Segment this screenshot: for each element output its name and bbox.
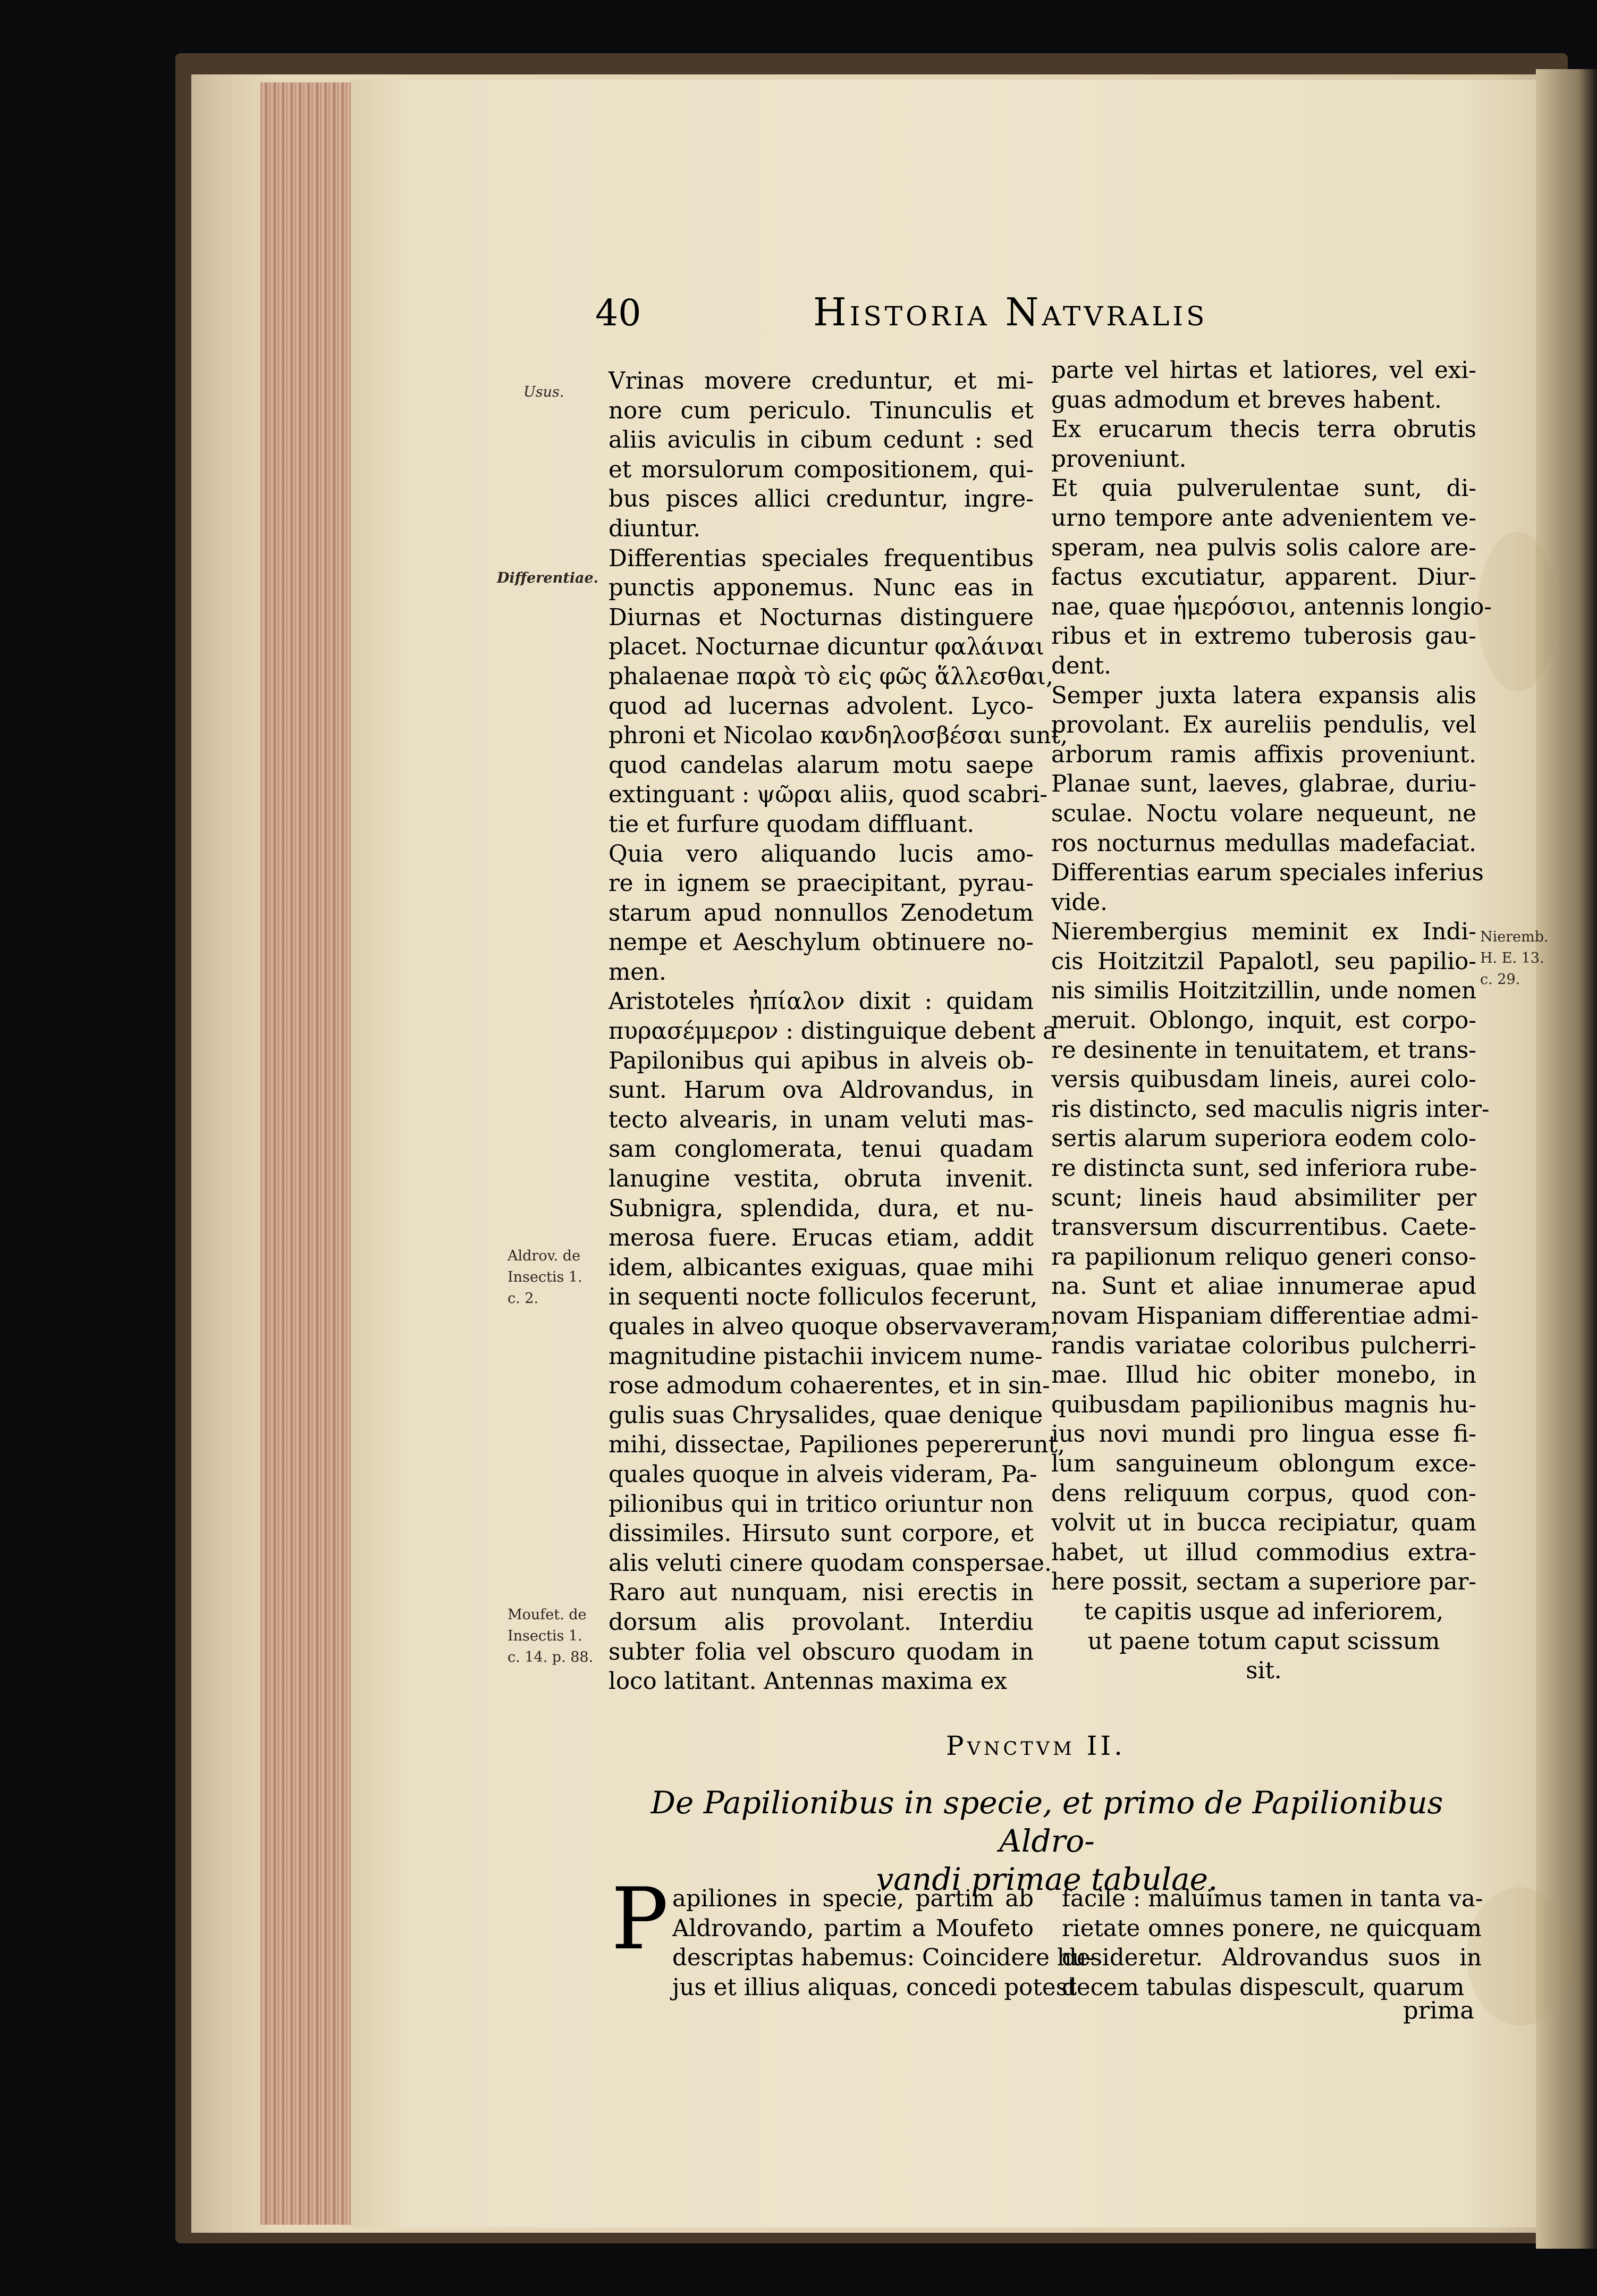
text-line: habet, ut illud commodius extra- (1051, 1539, 1476, 1566)
text-line: mae. Illud hic obiter monebo, in (1051, 1362, 1476, 1389)
text-line: Planae sunt, laeves, glabrae, duriu- (1051, 771, 1476, 798)
text-line: Differentias earum speciales inferius (1051, 860, 1484, 887)
text-line: nore cum periculo. Tinunculis et (609, 397, 1034, 424)
text-line: Diurnas et Nocturnas distinguere (609, 604, 1034, 631)
catchword: prima (1403, 1996, 1475, 2024)
text-line: punctis apponemus. Nunc eas in (609, 575, 1034, 602)
text-line: Ex erucarum thecis terra obrutis (1051, 416, 1476, 443)
text-line: desideretur. Aldrovandus suos in (1062, 1945, 1482, 1972)
bottom-left-text (672, 1885, 1095, 2003)
text-line: guas admodum et breves habent. (1051, 386, 1442, 414)
text-line: sertis alarum superiora eodem colo- (1051, 1125, 1476, 1153)
text-line: in sequenti nocte folliculos fecerunt, (609, 1284, 1038, 1311)
text-line: gulis suas Chrysalides, quae denique (609, 1402, 1043, 1429)
text-line: diuntur. (609, 515, 701, 542)
text-line: urno tempore ante advenientem ve- (1051, 504, 1476, 532)
text-line: novam Hispaniam differentiae admi- (1051, 1303, 1479, 1330)
text-line: Differentias speciales frequentibus (609, 545, 1034, 572)
text-line: Aldrovando, partim a Moufeto (672, 1915, 1034, 1942)
text-line: quales in alveo quoque observaveram, (609, 1314, 1059, 1340)
right-text-column (1051, 356, 1492, 1686)
text-line: tecto alvearis, in unam veluti mas- (609, 1106, 1034, 1133)
text-line: sculae. Noctu volare nequeunt, ne (1051, 800, 1476, 827)
text-line: provolant. Ex aureliis pendulis, vel (1051, 712, 1476, 739)
text-line: re in ignem se praecipitant, pyrau- (609, 870, 1034, 897)
text-line: re distincta sunt, sed inferiora rube- (1051, 1155, 1477, 1182)
text-line: nae, quae ἡμερόσιοι, antennis longio- (1051, 593, 1492, 620)
text-line: te capitis usque ad inferiorem, (1084, 1598, 1444, 1625)
text-line: quod candelas alarum motu saepe (609, 752, 1034, 779)
text-line: Papilonibus qui apibus in alveis ob- (609, 1047, 1034, 1074)
text-line: scunt; lineis haud absimiliter per (1051, 1184, 1476, 1212)
margin-note-aldrov: c. 2. (508, 1290, 539, 1307)
text-line: placet. Nocturnae dicuntur φαλάιναι (609, 634, 1045, 661)
text-line: volvit ut in bucca recipiatur, quam (1051, 1510, 1476, 1537)
text-line: nis similis Hoitzitzillin, unde nomen (1051, 978, 1476, 1005)
margin-note-moufet: c. 14. p. 88. (508, 1649, 594, 1666)
text-line: Raro aut nunquam, nisi erectis in (609, 1579, 1034, 1607)
text-line: here possit, sectam a superiore par- (1051, 1569, 1476, 1596)
text-line: mihi, dissectae, Papiliones pepererunt, (609, 1432, 1065, 1459)
text-line: rietate omnes ponere, ne quicquam (1062, 1915, 1482, 1942)
text-line: ius novi mundi pro lingua esse fi- (1051, 1421, 1476, 1448)
text-line: decem tabulas dispescult, quarum (1062, 1974, 1465, 2001)
text-line: meruit. Oblongo, inquit, est corpo- (1051, 1007, 1476, 1035)
text-line: factus excutiatur, apparent. Diur- (1051, 564, 1476, 591)
text-line: na. Sunt et aliae innumerae apud (1051, 1273, 1476, 1300)
bottom-right-text (1062, 1885, 1482, 2003)
text-line: Subnigra, splendida, dura, et nu- (609, 1195, 1034, 1222)
text-line: apiliones in specie, partim ab (672, 1886, 1034, 1912)
text-line: merosa fuere. Erucas etiam, addit (609, 1225, 1034, 1252)
text-line: sunt. Harum ova Aldrovandus, in (609, 1077, 1034, 1104)
text-line: ris distincto, sed maculis nigris inter- (1051, 1096, 1490, 1123)
text-line: sit. (1246, 1658, 1282, 1685)
text-line: dorsum alis provolant. Interdiu (609, 1609, 1034, 1636)
text-line: et morsulorum compositionem, qui- (609, 456, 1034, 483)
text-line: cis Hoitzitzil Papalotl, seu papilio- (1051, 948, 1476, 975)
text-line: loco latitant. Antennas maxima ex (609, 1668, 1007, 1695)
text-line: jus et illius aliquas, concedi potest (672, 1974, 1077, 2001)
text-line: arborum ramis affixis proveniunt. (1051, 741, 1476, 768)
drop-cap: P (611, 1869, 669, 1969)
margin-note-aldrov: Insectis 1. (508, 1269, 582, 1285)
text-line: Semper juxta latera expansis alis (1051, 682, 1476, 709)
text-line: phalaenae παρὰ τὸ εἰς φῶς ἅλλεσθαι, (609, 663, 1053, 690)
margin-note-nieremb: c. 29. (1480, 971, 1520, 988)
text-line: speram, nea pulvis solis calore are- (1051, 534, 1476, 561)
text-line: descriptas habemus: Coincidere hu- (672, 1945, 1095, 1972)
text-line: pilionibus qui in tritico oriuntur non (609, 1491, 1034, 1518)
text-line: sam conglomerata, tenui quadam (609, 1136, 1034, 1163)
text-line: parte vel hirtas et latiores, vel exi- (1051, 357, 1476, 384)
left-text-column (609, 367, 1068, 1697)
text-line: magnitudine pistachii invicem nume- (609, 1343, 1043, 1370)
text-line: ut paene totum caput scissum (1087, 1628, 1440, 1655)
page-number: 40 (595, 292, 641, 334)
running-title: Historia Natvralis (813, 290, 1208, 334)
text-line: tie et furfure quodam diffluant. (609, 811, 975, 838)
subheading-line: De Papilionibus in specie, et primo de Papilionibus Aldro- (650, 1785, 1443, 1859)
page-edges-stack (260, 82, 351, 2225)
text-line: dent. (1051, 652, 1111, 679)
margin-note-aldrov: Aldrov. de (508, 1248, 581, 1264)
text-line: aliis aviculis in cibum cedunt : sed (609, 427, 1034, 454)
text-line: dissimiles. Hirsuto sunt corpore, et (609, 1520, 1034, 1548)
text-line: Vrinas movere creduntur, et mi- (609, 368, 1034, 394)
text-line: facile : maluimus tamen in tanta va- (1062, 1886, 1483, 1912)
text-line: quibusdam papilionibus magnis hu- (1051, 1391, 1476, 1418)
text-line: lum sanguineum oblongum exce- (1051, 1450, 1476, 1477)
page-header (595, 287, 1302, 346)
text-line: ribus et in extremo tuberosis gau- (1051, 623, 1476, 650)
text-line: proveniunt. (1051, 445, 1187, 473)
text-line: Et quia pulverulentae sunt, di- (1051, 475, 1476, 502)
text-line: starum apud nonnullos Zenodetum (609, 899, 1034, 927)
margin-note-differentiae: Differentiae. (497, 570, 599, 586)
text-line: πυρασέμμερον : distinguique debent a (609, 1018, 1057, 1045)
text-line: quales quoque in alveis videram, Pa- (609, 1461, 1037, 1488)
text-line: ros nocturnus medullas madefaciat. (1051, 830, 1476, 857)
section-subheading (611, 1784, 1483, 1898)
text-line: vide. (1051, 889, 1108, 916)
text-line: ra papilionum reliquo generi conso- (1051, 1243, 1476, 1271)
text-line: re desinente in tenuitatem, et trans- (1051, 1037, 1476, 1064)
text-line: extinguant : ψῶραι aliis, quod scabri- (609, 781, 1047, 809)
subheading-line: vandi primae tabulae. (876, 1861, 1218, 1897)
text-line: alis veluti cinere quodam conspersae. (609, 1550, 1052, 1577)
margin-note-nieremb: Nieremb. (1480, 929, 1549, 945)
text-line: rose admodum cohaerentes, et in sin- (609, 1373, 1050, 1400)
margin-note-moufet: Insectis 1. (508, 1628, 582, 1644)
margin-note-usus: Usus. (523, 384, 564, 400)
text-line: quod ad lucernas advolent. Lyco- (609, 693, 1034, 720)
text-line: lanugine vestita, obruta invenit. (609, 1166, 1034, 1193)
text-line: Aristoteles ἠπίαλον dixit : quidam (609, 988, 1034, 1015)
text-line: versis quibusdam lineis, aurei colo- (1051, 1066, 1476, 1094)
text-line: subter folia vel obscuro quodam in (609, 1638, 1034, 1666)
text-line: phroni et Nicolao κανδηλοσβέσαι sunt, (609, 722, 1068, 750)
section-heading: Pvnctvm II. (946, 1730, 1126, 1761)
text-line: Nierembergius meminit ex Indi- (1051, 919, 1476, 946)
text-line: idem, albicantes exiguas, quae mihi (609, 1254, 1034, 1281)
text-line: men. (609, 958, 666, 986)
text-line: transversum discurrentibus. Caete- (1051, 1214, 1476, 1241)
text-line: nempe et Aeschylum obtinuere no- (609, 929, 1034, 956)
text-line: Quia vero aliquando lucis amo- (609, 840, 1034, 868)
text-line: bus pisces allici creduntur, ingre- (609, 486, 1034, 513)
margin-note-moufet: Moufet. de (508, 1607, 587, 1623)
text-line: dens reliquum corpus, quod con- (1051, 1480, 1476, 1507)
text-line: randis variatae coloribus pulcherri- (1051, 1332, 1476, 1359)
margin-note-nieremb: H. E. 13. (1480, 950, 1544, 966)
